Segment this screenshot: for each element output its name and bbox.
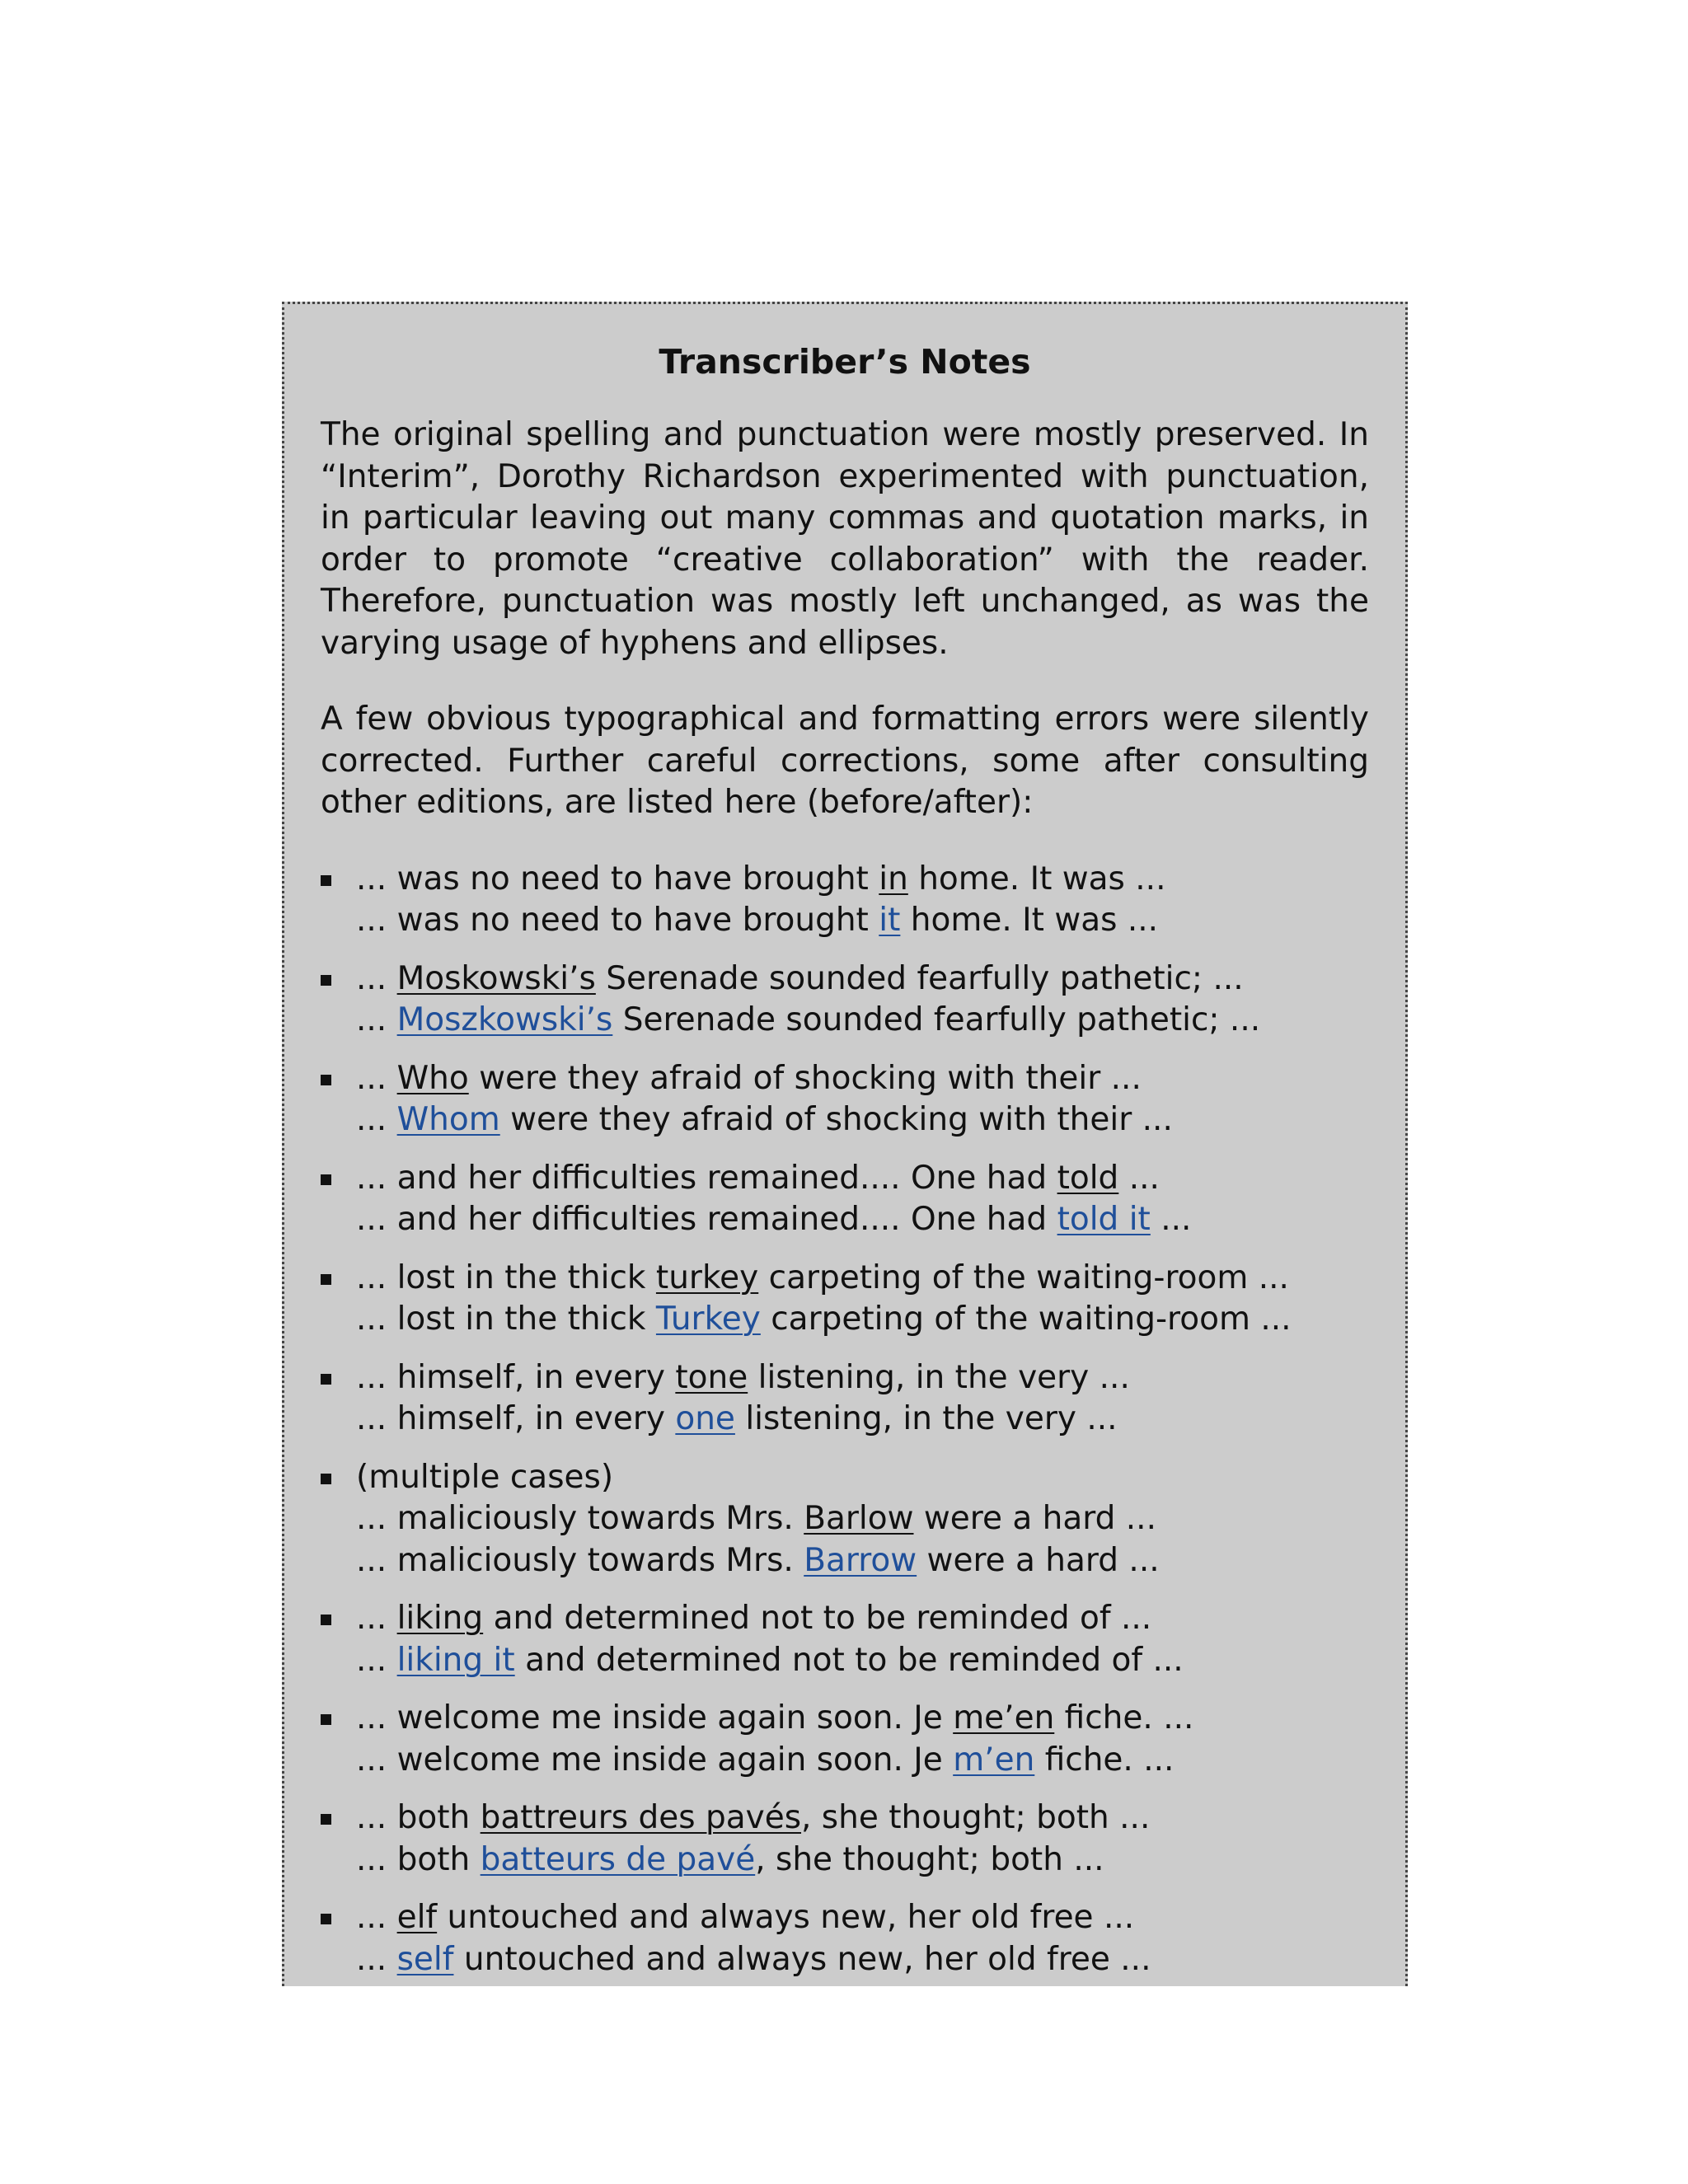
bullet-icon (321, 1174, 331, 1185)
correction-note: (multiple cases) (356, 1458, 614, 1496)
correction-after-line (356, 1540, 1369, 1582)
correction-after-line (356, 1000, 1369, 1042)
original-word: liking (396, 1600, 484, 1637)
correction-after-suffix: home. It was ... (900, 902, 1159, 939)
original-word: tone (675, 1358, 748, 1396)
correction-item (321, 1797, 1369, 1881)
correction-after-suffix: and determined not to be reminded of ... (514, 1641, 1184, 1679)
correction-item (321, 1058, 1369, 1141)
correction-after-prefix: ... both (356, 1840, 481, 1878)
corrected-word-link[interactable]: it (879, 902, 901, 939)
correction-after-line (356, 1399, 1369, 1441)
original-word: Moskowski’s (396, 959, 596, 997)
bullet-icon (321, 1615, 331, 1625)
corrected-word-link[interactable]: Barrow (804, 1541, 917, 1579)
original-word: in (879, 860, 908, 898)
corrected-word-link[interactable]: told it (1057, 1201, 1151, 1238)
original-word: told (1057, 1159, 1119, 1197)
correction-before-prefix: ... both (356, 1799, 481, 1836)
correction-after-prefix: ... (356, 1001, 397, 1038)
correction-after-line (356, 1640, 1369, 1682)
correction-before-line (356, 958, 1369, 1001)
correction-item (321, 1598, 1369, 1681)
correction-after-suffix: , she thought; both ... (755, 1840, 1104, 1878)
correction-before-prefix: ... welcome me inside again soon. Je (356, 1699, 954, 1736)
correction-after-prefix: ... and her difficulties remained.... One had (356, 1201, 1057, 1238)
correction-before-suffix: listening, in the very ... (748, 1358, 1130, 1396)
correction-after-suffix: fiche. ... (1034, 1741, 1175, 1779)
correction-item (321, 1897, 1369, 1980)
correction-after-prefix: ... (356, 1101, 397, 1138)
correction-after-prefix: ... (356, 1641, 397, 1679)
correction-item (321, 1457, 1369, 1582)
correction-before-line (356, 1797, 1369, 1840)
correction-after-suffix: were they afraid of shocking with their ... (499, 1101, 1173, 1138)
correction-before-suffix: carpeting of the waiting-room ... (758, 1258, 1289, 1296)
corrected-word-link[interactable]: m’en (953, 1741, 1035, 1779)
correction-before-prefix: ... and her difficulties remained.... One had (356, 1159, 1057, 1197)
correction-before-prefix: ... (356, 959, 397, 997)
correction-before-prefix: ... was no need to have brought (356, 860, 879, 898)
correction-before-line (356, 859, 1369, 901)
correction-before-suffix: fiche. ... (1054, 1699, 1194, 1736)
bullet-icon (321, 1714, 331, 1725)
correction-before-suffix: and determined not to be reminded of ... (483, 1600, 1152, 1637)
correction-after-prefix: ... lost in the thick (356, 1301, 656, 1338)
original-word: Who (396, 1059, 469, 1097)
correction-after-line (356, 1299, 1369, 1341)
corrected-word-link[interactable]: self (396, 1940, 454, 1978)
correction-before-suffix: were a hard ... (913, 1500, 1156, 1537)
correction-before-line (356, 1897, 1369, 1939)
correction-item (321, 859, 1369, 942)
corrected-word-link[interactable]: Turkey (655, 1301, 761, 1338)
correction-before-prefix: ... (356, 1059, 397, 1097)
correction-before-line (356, 1498, 1369, 1540)
correction-after-line (356, 1740, 1369, 1782)
correction-after-suffix: were a hard ... (917, 1541, 1160, 1579)
correction-before-suffix: were they afraid of shocking with their ... (468, 1059, 1142, 1097)
correction-before-suffix: home. It was ... (907, 860, 1166, 898)
bullet-icon (321, 975, 331, 986)
corrected-word-link[interactable]: liking it (396, 1641, 515, 1679)
original-word: me’en (953, 1699, 1055, 1736)
original-word: Barlow (804, 1500, 914, 1537)
correction-before-line (356, 1598, 1369, 1640)
original-word: battreurs des pavés (480, 1799, 802, 1836)
correction-after-prefix: ... (356, 1940, 397, 1978)
intro-paragraph: The original spelling and punctuation were mostly preserved. In “Interim”, Dorothy Richardson experimented with punctuation, in particular leaving out many commas and quotation marks, in order to promote “creative collaboration” with the reader. Therefore, punctuation was mostly left unchanged, as was the varying usage of hyphens and ellipses. (321, 416, 1369, 662)
correction-after-suffix: ... (1150, 1201, 1192, 1238)
correction-before-line (356, 1698, 1369, 1740)
corrected-word-link[interactable]: Moszkowski’s (396, 1001, 613, 1038)
corrected-word-link[interactable]: batteurs de pavé (480, 1840, 756, 1878)
correction-before-line (356, 1058, 1369, 1100)
original-word: elf (396, 1899, 438, 1936)
corrections-list (321, 859, 1369, 1981)
correction-after-prefix: ... maliciously towards Mrs. (356, 1541, 804, 1579)
transcribers-notes-box (282, 302, 1408, 1986)
correction-item (321, 1698, 1369, 1781)
correction-item (321, 1258, 1369, 1341)
notes-title: Transcriber’s Notes (659, 342, 1031, 382)
corrected-word-link[interactable]: one (675, 1400, 735, 1437)
corrected-word-link[interactable]: Whom (396, 1101, 500, 1138)
correction-before-line (356, 1158, 1369, 1200)
correction-after-suffix: carpeting of the waiting-room ... (760, 1301, 1292, 1338)
correction-item (321, 1158, 1369, 1241)
bullet-icon (321, 1914, 331, 1924)
correction-after-line (356, 900, 1369, 942)
corrections-intro-paragraph: A few obvious typographical and formatting errors were silently corrected. Further careful corrections, some after consulting other editions, are listed here (before/after): (321, 701, 1369, 821)
correction-after-line (356, 1939, 1369, 1981)
correction-after-line (356, 1840, 1369, 1882)
correction-before-prefix: ... himself, in every (356, 1358, 676, 1396)
correction-after-suffix: listening, in the very ... (734, 1400, 1118, 1437)
correction-after-line (356, 1199, 1369, 1241)
correction-item (321, 1357, 1369, 1441)
correction-item (321, 958, 1369, 1042)
correction-after-prefix: ... himself, in every (356, 1400, 676, 1437)
correction-after-line (356, 1099, 1369, 1141)
bullet-icon (321, 1075, 331, 1085)
bullet-icon (321, 1274, 331, 1285)
correction-after-prefix: ... was no need to have brought (356, 902, 879, 939)
correction-before-suffix: , she thought; both ... (801, 1799, 1151, 1836)
correction-before-suffix: Serenade sounded fearfully pathetic; ... (595, 959, 1244, 997)
correction-before-line (356, 1357, 1369, 1399)
correction-before-line (356, 1258, 1369, 1300)
correction-before-suffix: ... (1118, 1159, 1160, 1197)
correction-after-prefix: ... welcome me inside again soon. Je (356, 1741, 954, 1779)
correction-before-suffix: untouched and always new, her old free ... (437, 1899, 1135, 1936)
correction-before-prefix: ... (356, 1600, 397, 1637)
correction-after-suffix: Serenade sounded fearfully pathetic; ... (612, 1001, 1261, 1038)
correction-before-prefix: ... (356, 1899, 397, 1936)
bullet-icon (321, 875, 331, 886)
original-word: turkey (655, 1258, 759, 1296)
correction-after-suffix: untouched and always new, her old free ... (453, 1940, 1151, 1978)
bullet-icon (321, 1474, 331, 1484)
bullet-icon (321, 1374, 331, 1385)
correction-before-prefix: ... lost in the thick (356, 1258, 656, 1296)
bullet-icon (321, 1814, 331, 1825)
correction-before-prefix: ... maliciously towards Mrs. (356, 1500, 804, 1537)
